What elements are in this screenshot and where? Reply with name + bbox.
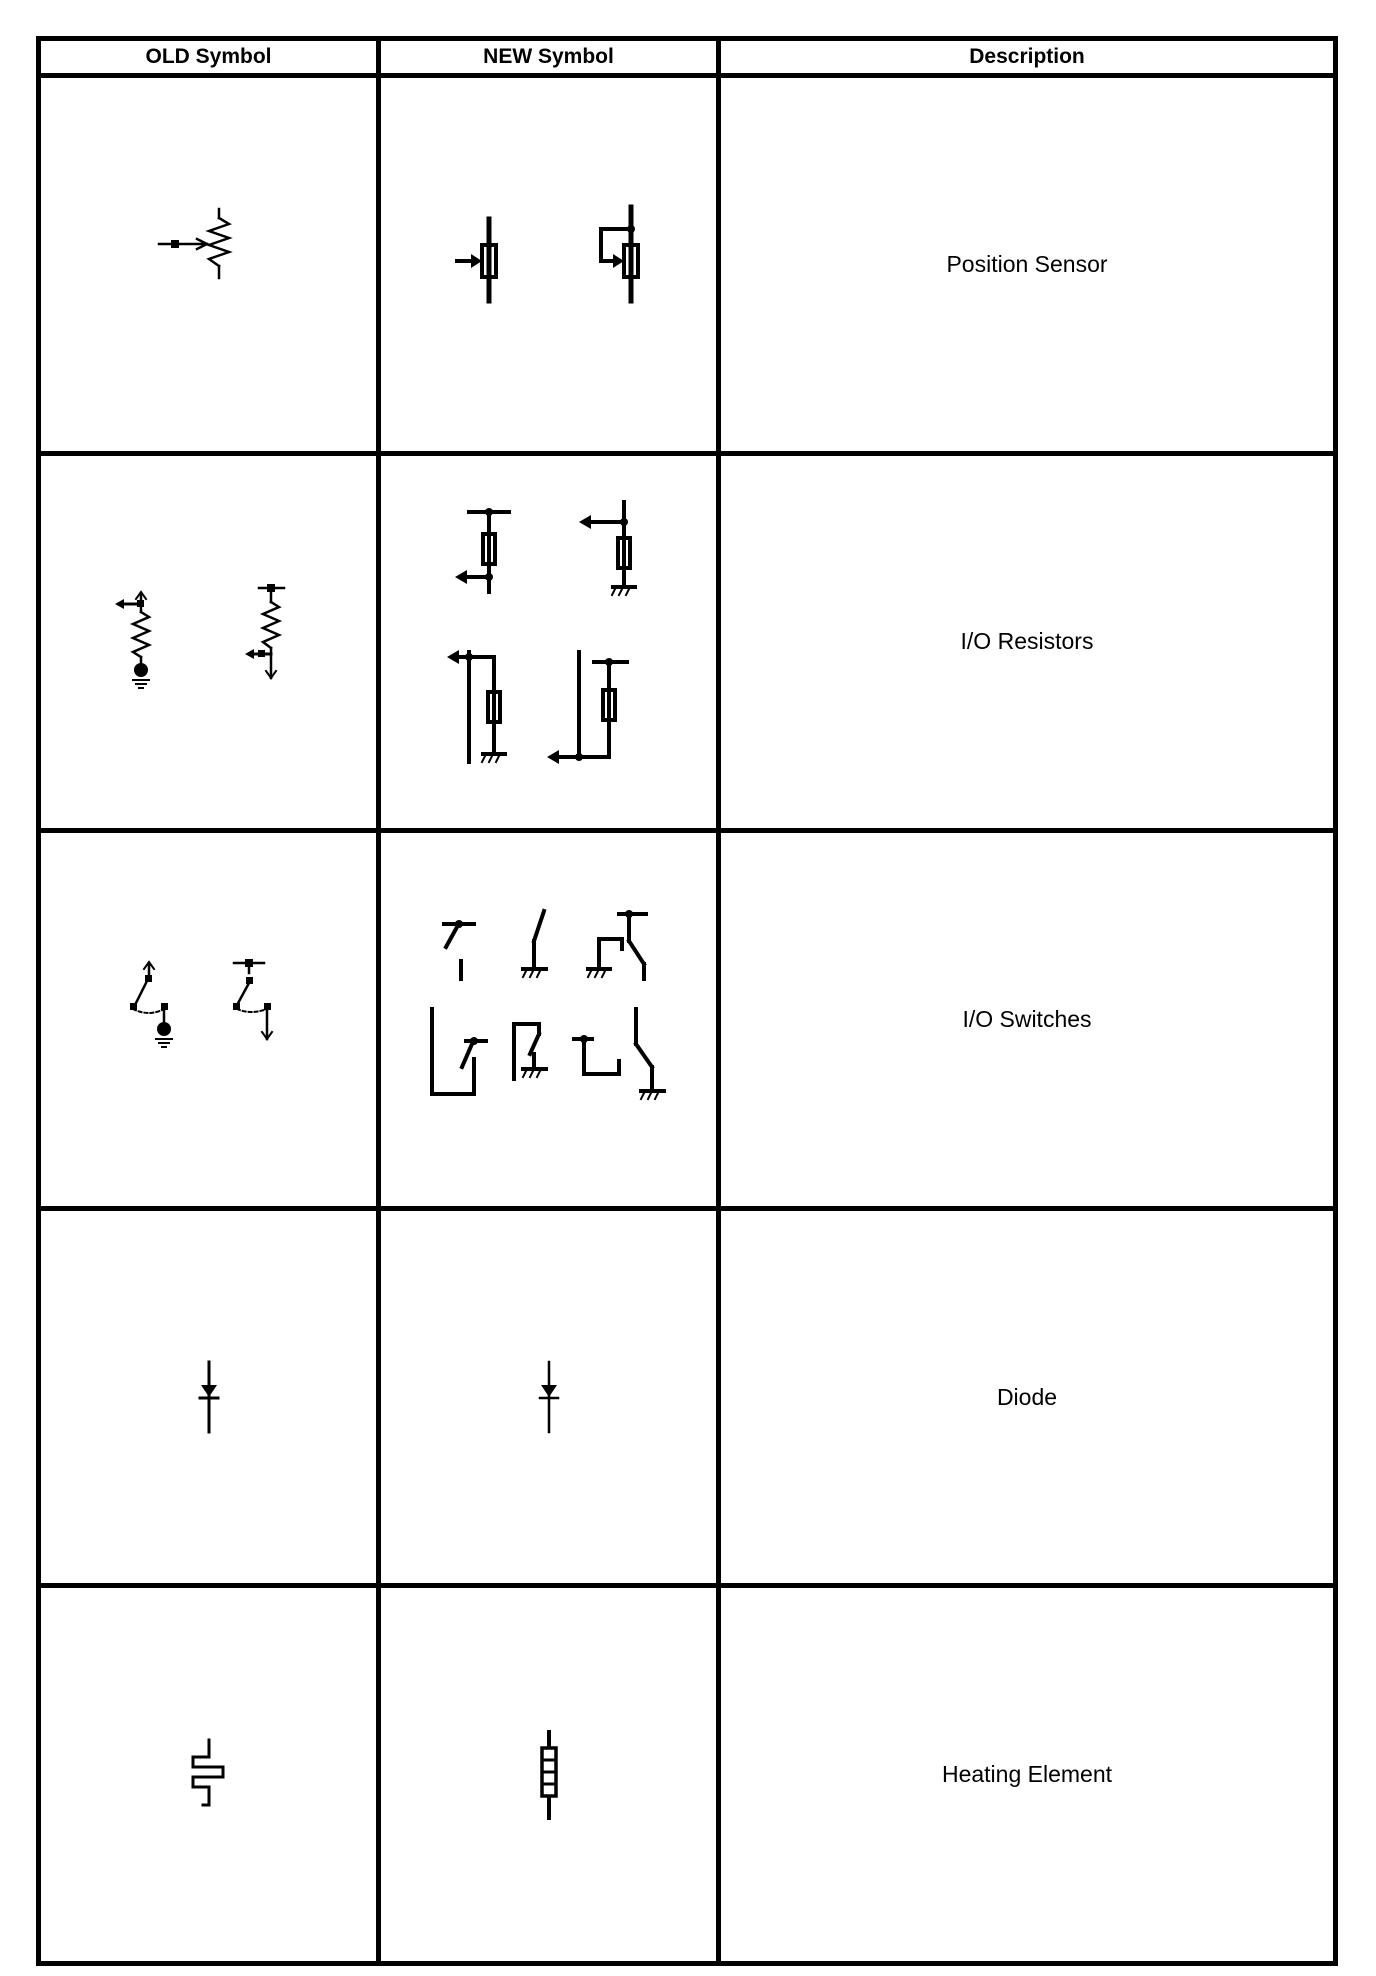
old-symbol-cell: [39, 76, 379, 454]
description-text: Position Sensor: [946, 250, 1108, 277]
description-cell: [719, 1208, 1336, 1586]
description-text: I/O Resistors: [960, 628, 1094, 655]
new-symbol-cell: [379, 76, 719, 454]
old-symbol-cell: [39, 1586, 379, 1964]
diode-old-icon: [189, 1357, 229, 1437]
old-symbol-cell: [39, 831, 379, 1209]
description-cell: [719, 1586, 1336, 1964]
description-cell: [719, 453, 1336, 831]
heating-element-new-icon: [529, 1730, 569, 1820]
description-text: Diode: [996, 1383, 1058, 1410]
header-old-symbol: OLD Symbol: [39, 39, 379, 76]
header-description: Description: [719, 39, 1336, 76]
io-switches-new-icon: [424, 899, 674, 1139]
position-sensor-new-icon: [449, 199, 649, 329]
heating-element-old-icon: [179, 1735, 239, 1815]
table-row: [39, 76, 1336, 454]
description-text: I/O Switches: [962, 1005, 1092, 1032]
table-row: [39, 1208, 1336, 1586]
description-cell: [719, 76, 1336, 454]
table-row: [39, 1586, 1336, 1964]
new-symbol-cell: [379, 1586, 719, 1964]
io-resistors-new-icon: [429, 492, 669, 792]
table-row: [39, 453, 1336, 831]
potentiometer-old-icon: [149, 204, 269, 324]
new-symbol-cell: [379, 831, 719, 1209]
io-resistors-old-icon: [109, 582, 309, 702]
header-row: [39, 39, 1336, 76]
description-text: Heating Element: [941, 1761, 1113, 1788]
new-symbol-cell: [379, 453, 719, 831]
new-symbol-cell: [379, 1208, 719, 1586]
symbol-table: [36, 36, 1338, 1966]
table-row: [39, 831, 1336, 1209]
old-symbol-cell: [39, 1208, 379, 1586]
header-new-symbol: NEW Symbol: [379, 39, 719, 76]
description-cell: [719, 831, 1336, 1209]
diode-new-icon: [529, 1357, 569, 1437]
old-symbol-cell: [39, 453, 379, 831]
io-switches-old-icon: [109, 959, 309, 1079]
